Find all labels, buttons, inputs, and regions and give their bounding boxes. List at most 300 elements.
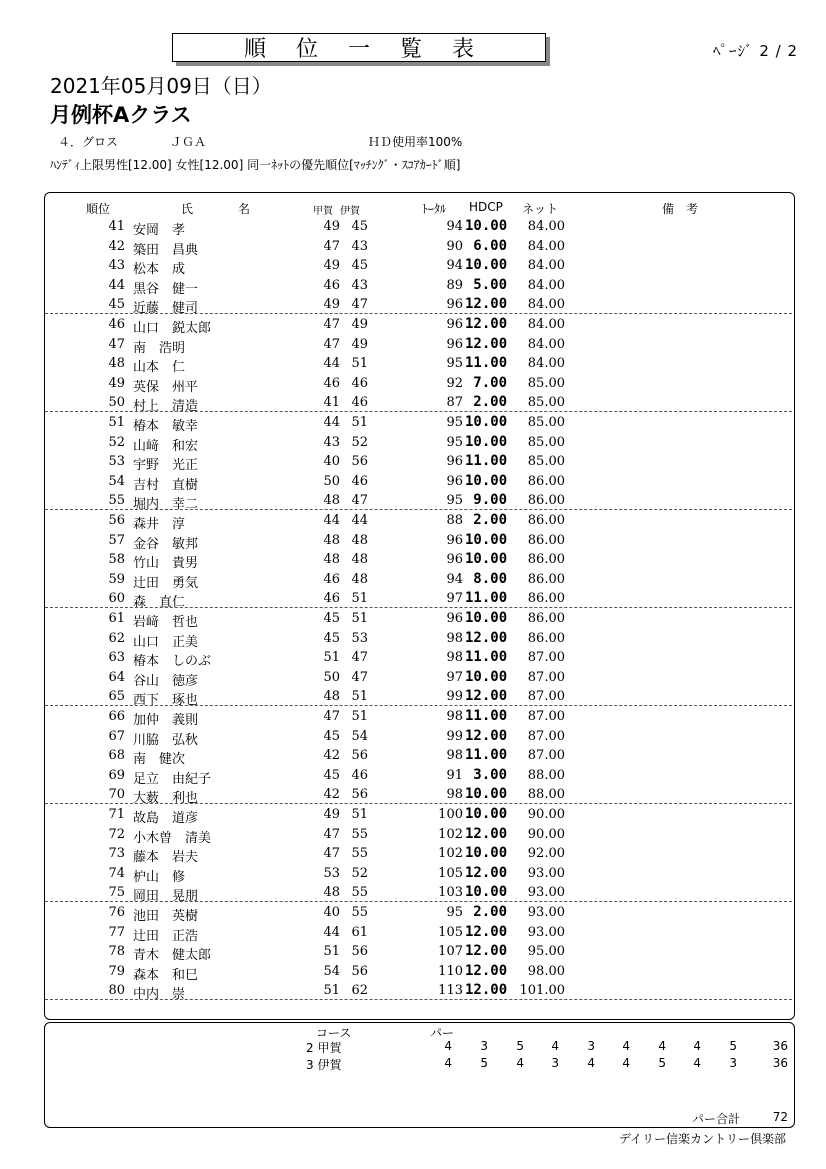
cell-net: 85.00 — [527, 434, 565, 450]
cell-hdcp: 11.00 — [465, 649, 508, 666]
cell-total: 102 — [438, 846, 463, 862]
cell-total: 98 — [446, 630, 463, 646]
cell-iga: 48 — [351, 571, 368, 587]
cell-rank: 42 — [108, 238, 125, 254]
cell-name: 川脇 弘秋 — [133, 732, 199, 748]
table-row — [45, 550, 792, 570]
cell-total: 95 — [446, 493, 463, 509]
cell-name: 山口 鋭太郎 — [133, 321, 212, 336]
cell-net: 86.00 — [527, 473, 565, 489]
cell-name: 池田 英樹 — [133, 909, 199, 924]
cell-hdcp: 10.00 — [465, 610, 508, 626]
cell-kouga: 45 — [323, 630, 340, 646]
cell-hdcp: 11.00 — [465, 747, 508, 764]
cell-net: 84.00 — [527, 336, 565, 352]
cell-total: 96 — [446, 336, 463, 352]
cell-hdcp: 12.00 — [465, 335, 508, 352]
cell-net: 85.00 — [527, 375, 565, 391]
cell-iga: 47 — [351, 650, 368, 666]
cell-kouga: 44 — [323, 415, 340, 430]
cell-name: 大薮 利也 — [133, 791, 199, 807]
cell-rank: 79 — [108, 963, 125, 979]
cell-iga: 56 — [351, 454, 368, 470]
group-separator — [45, 509, 792, 510]
cell-rank: 41 — [108, 219, 125, 234]
cell-total: 99 — [446, 728, 463, 744]
cell-hdcp: 12.00 — [465, 825, 508, 842]
cell-net: 87.00 — [527, 709, 565, 724]
cell-name: 森 直仁 — [133, 595, 186, 611]
cell-iga: 51 — [351, 709, 368, 724]
cell-hdcp: 10.00 — [465, 551, 508, 568]
event-date: 2021年05月09日（日） — [50, 74, 272, 98]
hole-par: 3 — [729, 1056, 737, 1070]
cell-hdcp: 12.00 — [465, 727, 508, 744]
hole-par: 4 — [622, 1056, 630, 1070]
cell-rank: 71 — [108, 807, 125, 822]
cell-total: 95 — [446, 434, 463, 450]
cell-hdcp: 9.00 — [473, 492, 507, 509]
cell-name: 岩﨑 哲也 — [133, 615, 199, 630]
cell-iga: 55 — [351, 826, 368, 842]
cell-kouga: 54 — [323, 963, 340, 979]
cell-iga: 51 — [351, 807, 368, 822]
cell-name: 西下 琢也 — [133, 693, 199, 709]
cell-net: 85.00 — [527, 454, 565, 470]
cell-iga: 62 — [351, 983, 368, 999]
cell-name: 椿本 しのぶ — [133, 654, 212, 670]
table-row — [45, 962, 792, 982]
table-row — [45, 629, 792, 649]
cell-hdcp: 12.00 — [465, 943, 508, 960]
cell-hdcp: 12.00 — [465, 296, 508, 313]
table-row — [45, 570, 792, 590]
cell-rank: 67 — [108, 728, 125, 744]
cell-total: 94 — [446, 219, 463, 234]
cell-rank: 74 — [108, 865, 125, 881]
hd-rate: ＨＤ使用率100% — [368, 135, 463, 149]
cell-name: 青木 健太郎 — [133, 948, 212, 964]
cell-net: 88.00 — [527, 767, 565, 783]
table-row — [45, 668, 792, 688]
cell-rank: 61 — [108, 611, 125, 626]
cell-net: 86.00 — [527, 630, 565, 646]
cell-hdcp: 12.00 — [465, 688, 508, 705]
cell-kouga: 40 — [323, 905, 340, 920]
cell-iga: 44 — [351, 513, 368, 528]
hole-par: 4 — [693, 1056, 701, 1070]
cell-rank: 44 — [108, 277, 125, 293]
cell-kouga: 53 — [323, 865, 340, 881]
course-box — [44, 1022, 795, 1128]
table-row — [45, 217, 792, 237]
cell-iga: 54 — [351, 728, 368, 744]
cell-hdcp: 10.00 — [465, 472, 508, 489]
col-remarks: 備 考 — [662, 202, 699, 216]
cell-kouga: 48 — [323, 885, 340, 901]
page-title: 順位一覧表 — [243, 37, 504, 62]
cell-total: 98 — [446, 787, 463, 803]
cell-name: 森井 淳 — [133, 517, 186, 532]
course-par-total: 36 — [772, 1039, 788, 1053]
cell-iga: 61 — [351, 924, 368, 940]
cell-rank: 57 — [108, 532, 125, 548]
hole-par: 4 — [658, 1039, 666, 1053]
cell-hdcp: 11.00 — [465, 590, 508, 607]
cell-kouga: 47 — [323, 317, 340, 332]
cell-net: 86.00 — [527, 552, 565, 568]
cell-total: 91 — [446, 767, 463, 783]
cell-iga: 51 — [351, 591, 368, 607]
cell-rank: 51 — [108, 415, 125, 430]
hole-par: 3 — [587, 1039, 595, 1053]
cell-rank: 69 — [108, 767, 125, 783]
cell-total: 96 — [446, 552, 463, 568]
col-total: ﾄｰﾀﾙ — [422, 202, 447, 216]
cell-total: 96 — [446, 611, 463, 626]
cell-net: 86.00 — [527, 513, 565, 528]
cell-name: 黒谷 健一 — [133, 281, 199, 297]
cell-iga: 45 — [351, 219, 368, 234]
course-name: 2 甲賀 — [306, 1041, 342, 1055]
cell-kouga: 50 — [323, 669, 340, 685]
cell-rank: 43 — [108, 258, 125, 274]
cell-iga: 55 — [351, 885, 368, 901]
table-row — [45, 335, 792, 355]
cell-kouga: 44 — [323, 513, 340, 528]
par-total-label: パー合計 — [692, 1112, 741, 1126]
cell-rank: 45 — [108, 297, 125, 313]
class-name: 月例杯Aクラス — [50, 103, 192, 127]
cell-total: 98 — [446, 748, 463, 764]
cell-name: 故島 道彦 — [133, 811, 199, 826]
cell-hdcp: 12.00 — [465, 864, 508, 881]
cell-iga: 47 — [351, 669, 368, 685]
cell-iga: 56 — [351, 787, 368, 803]
course-par-total: 36 — [772, 1056, 788, 1070]
cell-total: 97 — [446, 591, 463, 607]
cell-kouga: 49 — [323, 219, 340, 234]
cell-name: 谷山 徳彦 — [133, 673, 199, 689]
cell-name: 山﨑 和宏 — [133, 438, 199, 454]
group-separator — [45, 607, 792, 608]
cell-total: 90 — [446, 238, 463, 254]
cell-kouga: 49 — [323, 297, 340, 313]
cell-kouga: 49 — [323, 258, 340, 274]
cell-rank: 59 — [108, 571, 125, 587]
cell-hdcp: 12.00 — [465, 982, 508, 999]
cell-total: 102 — [438, 826, 463, 842]
cell-net: 95.00 — [527, 944, 565, 960]
col-iga: 伊賀 — [340, 206, 360, 217]
cell-kouga: 48 — [323, 532, 340, 548]
cell-hdcp: 10.00 — [465, 884, 508, 901]
cell-net: 90.00 — [527, 807, 565, 822]
hole-par: 4 — [444, 1056, 452, 1070]
hole-par: 3 — [551, 1056, 559, 1070]
cell-net: 86.00 — [527, 493, 565, 509]
table-row — [45, 374, 792, 394]
cell-net: 93.00 — [527, 865, 565, 881]
cell-name: 安岡 孝 — [133, 223, 186, 238]
cell-total: 95 — [446, 905, 463, 920]
col-name-1: 氏 — [181, 202, 194, 216]
cell-kouga: 46 — [323, 591, 340, 607]
cell-name: 南 健次 — [133, 752, 186, 768]
cell-net: 84.00 — [527, 219, 565, 234]
cell-net: 92.00 — [527, 846, 565, 862]
cell-rank: 68 — [108, 748, 125, 764]
cell-hdcp: 12.00 — [465, 629, 508, 646]
cell-rank: 73 — [108, 846, 125, 862]
cell-rank: 52 — [108, 434, 125, 450]
cell-kouga: 42 — [323, 787, 340, 803]
hole-par: 4 — [551, 1039, 559, 1053]
cell-hdcp: 10.00 — [465, 845, 508, 862]
cell-iga: 47 — [351, 297, 368, 313]
cell-net: 84.00 — [527, 317, 565, 332]
cell-rank: 54 — [108, 473, 125, 489]
hole-par: 3 — [480, 1039, 488, 1053]
cell-kouga: 51 — [323, 944, 340, 960]
cell-rank: 56 — [108, 513, 125, 528]
cell-rank: 58 — [108, 552, 125, 568]
cell-iga: 49 — [351, 317, 368, 332]
cell-kouga: 47 — [323, 336, 340, 352]
cell-name: 築田 昌典 — [133, 242, 199, 258]
table-row — [45, 766, 792, 786]
cell-name: 森本 和巳 — [133, 967, 199, 983]
cell-total: 95 — [446, 415, 463, 430]
cell-hdcp: 7.00 — [473, 374, 507, 391]
group-separator — [45, 803, 792, 804]
cell-net: 93.00 — [527, 905, 565, 920]
cell-name: 吉村 直樹 — [133, 477, 199, 493]
cell-hdcp: 12.00 — [465, 923, 508, 940]
cell-kouga: 48 — [323, 689, 340, 705]
cell-name: 山口 正美 — [133, 634, 199, 650]
cell-iga: 56 — [351, 748, 368, 764]
cell-rank: 55 — [108, 493, 125, 509]
cell-name: 藤本 岩夫 — [133, 850, 199, 866]
cell-kouga: 45 — [323, 767, 340, 783]
cell-hdcp: 6.00 — [473, 237, 507, 254]
cell-rank: 65 — [108, 689, 125, 705]
cell-iga: 56 — [351, 944, 368, 960]
cell-hdcp: 10.00 — [465, 531, 508, 548]
table-row — [45, 864, 792, 884]
cell-total: 96 — [446, 297, 463, 313]
cell-rank: 75 — [108, 885, 125, 901]
cell-total: 105 — [438, 924, 463, 940]
cell-total: 88 — [446, 513, 463, 528]
cell-net: 87.00 — [527, 728, 565, 744]
cell-net: 84.00 — [527, 258, 565, 274]
cell-name: 村上 清造 — [133, 399, 199, 415]
table-row — [45, 903, 792, 923]
cell-iga: 52 — [351, 865, 368, 881]
cell-net: 87.00 — [527, 650, 565, 666]
cell-kouga: 45 — [323, 728, 340, 744]
cell-total: 95 — [446, 356, 463, 372]
table-row — [45, 844, 792, 864]
cell-rank: 64 — [108, 669, 125, 685]
cell-net: 98.00 — [527, 963, 565, 979]
cell-name: 椿本 敏幸 — [133, 419, 199, 434]
table-row — [45, 923, 792, 943]
cell-iga: 49 — [351, 336, 368, 352]
cell-iga: 55 — [351, 846, 368, 862]
cell-iga: 45 — [351, 258, 368, 274]
cell-kouga: 47 — [323, 826, 340, 842]
table-row — [45, 727, 792, 747]
cell-rank: 77 — [108, 924, 125, 940]
cell-iga: 47 — [351, 493, 368, 509]
group-separator — [45, 999, 792, 1000]
org-label: ＪＧＡ — [170, 135, 207, 149]
cell-total: 100 — [438, 807, 463, 822]
cell-total: 89 — [446, 277, 463, 293]
cell-hdcp: 10.00 — [465, 257, 508, 274]
cell-total: 96 — [446, 532, 463, 548]
cell-iga: 46 — [351, 375, 368, 391]
cell-kouga: 46 — [323, 375, 340, 391]
cell-rank: 76 — [108, 905, 125, 920]
cell-kouga: 47 — [323, 846, 340, 862]
cell-name: 近藤 健司 — [133, 301, 199, 317]
cell-name: 堀内 幸二 — [133, 497, 199, 513]
table-row — [45, 609, 792, 629]
cell-iga: 48 — [351, 552, 368, 568]
cell-net: 90.00 — [527, 826, 565, 842]
item-no: ４．グロス — [58, 135, 119, 149]
group-separator — [45, 313, 792, 314]
cell-rank: 62 — [108, 630, 125, 646]
table-row — [45, 531, 792, 551]
cell-total: 96 — [446, 454, 463, 470]
cell-total: 94 — [446, 258, 463, 274]
cell-net: 85.00 — [527, 395, 565, 411]
cell-iga: 46 — [351, 767, 368, 783]
cell-iga: 46 — [351, 473, 368, 489]
cell-net: 86.00 — [527, 611, 565, 626]
cell-rank: 63 — [108, 650, 125, 666]
table-row — [45, 825, 792, 845]
cell-rank: 48 — [108, 356, 125, 372]
cell-name: 岡田 晃朋 — [133, 889, 199, 905]
cell-net: 93.00 — [527, 885, 565, 901]
cell-iga: 56 — [351, 963, 368, 979]
cell-hdcp: 10.00 — [465, 414, 508, 430]
col-net: ネット — [522, 202, 559, 216]
cell-kouga: 41 — [323, 395, 340, 411]
cell-net: 86.00 — [527, 591, 565, 607]
cell-kouga: 48 — [323, 493, 340, 509]
table-row — [45, 746, 792, 766]
cell-net: 84.00 — [527, 238, 565, 254]
course-label: コース — [316, 1026, 352, 1040]
hole-par: 5 — [729, 1039, 737, 1053]
cell-name: 小木曽 清美 — [133, 830, 212, 846]
table-row — [45, 707, 792, 727]
table-row — [45, 648, 792, 668]
table-row — [45, 511, 792, 531]
cell-hdcp: 5.00 — [473, 276, 507, 293]
cell-net: 86.00 — [527, 571, 565, 587]
cell-hdcp: 8.00 — [473, 570, 507, 587]
cell-rank: 50 — [108, 395, 125, 411]
cell-iga: 55 — [351, 905, 368, 920]
hole-par: 4 — [693, 1039, 701, 1053]
cell-kouga: 43 — [323, 434, 340, 450]
cell-net: 93.00 — [527, 924, 565, 940]
cell-total: 110 — [438, 963, 463, 979]
cell-kouga: 50 — [323, 473, 340, 489]
cell-iga: 43 — [351, 277, 368, 293]
cell-hdcp: 12.00 — [465, 316, 508, 332]
cell-iga: 51 — [351, 356, 368, 372]
cell-iga: 53 — [351, 630, 368, 646]
cell-total: 103 — [438, 885, 463, 901]
table-row — [45, 276, 792, 296]
club-name: デイリー信楽カントリー倶楽部 — [618, 1132, 786, 1146]
cell-iga: 46 — [351, 395, 368, 411]
table-row — [45, 472, 792, 492]
group-separator — [45, 901, 792, 902]
cell-total: 98 — [446, 650, 463, 666]
cell-hdcp: 11.00 — [465, 453, 508, 470]
col-rank: 順位 — [86, 202, 111, 216]
hole-par: 4 — [587, 1056, 595, 1070]
cell-rank: 49 — [108, 375, 125, 391]
cell-rank: 53 — [108, 454, 125, 470]
col-hdcp: HDCP — [469, 200, 503, 214]
table-row — [45, 413, 792, 433]
cell-rank: 60 — [108, 591, 125, 607]
cell-total: 96 — [446, 473, 463, 489]
cell-iga: 52 — [351, 434, 368, 450]
cell-hdcp: 10.00 — [465, 668, 508, 685]
col-name-2: 名 — [238, 202, 251, 216]
cell-iga: 51 — [351, 415, 368, 430]
table-row — [45, 256, 792, 276]
course-name: 3 伊賀 — [306, 1058, 342, 1072]
cell-hdcp: 11.00 — [465, 708, 508, 724]
cell-name: 中内 崇 — [133, 987, 186, 1003]
cell-hdcp: 10.00 — [465, 806, 508, 822]
cell-net: 84.00 — [527, 356, 565, 372]
col-kouga: 甲賀 — [313, 206, 333, 217]
cell-iga: 43 — [351, 238, 368, 254]
cell-hdcp: 2.00 — [473, 394, 507, 411]
cell-name: 竹山 貴男 — [133, 556, 199, 572]
cell-hdcp: 2.00 — [473, 904, 507, 920]
group-separator — [45, 411, 792, 412]
cell-rank: 70 — [108, 787, 125, 803]
cell-net: 87.00 — [527, 689, 565, 705]
cell-net: 87.00 — [527, 748, 565, 764]
cell-kouga: 44 — [323, 924, 340, 940]
cell-kouga: 44 — [323, 356, 340, 372]
cell-total: 98 — [446, 709, 463, 724]
group-separator — [45, 705, 792, 706]
cell-kouga: 47 — [323, 238, 340, 254]
cell-kouga: 48 — [323, 552, 340, 568]
cell-total: 92 — [446, 375, 463, 391]
cell-total: 97 — [446, 669, 463, 685]
hole-par: 5 — [658, 1056, 666, 1070]
cell-kouga: 51 — [323, 650, 340, 666]
